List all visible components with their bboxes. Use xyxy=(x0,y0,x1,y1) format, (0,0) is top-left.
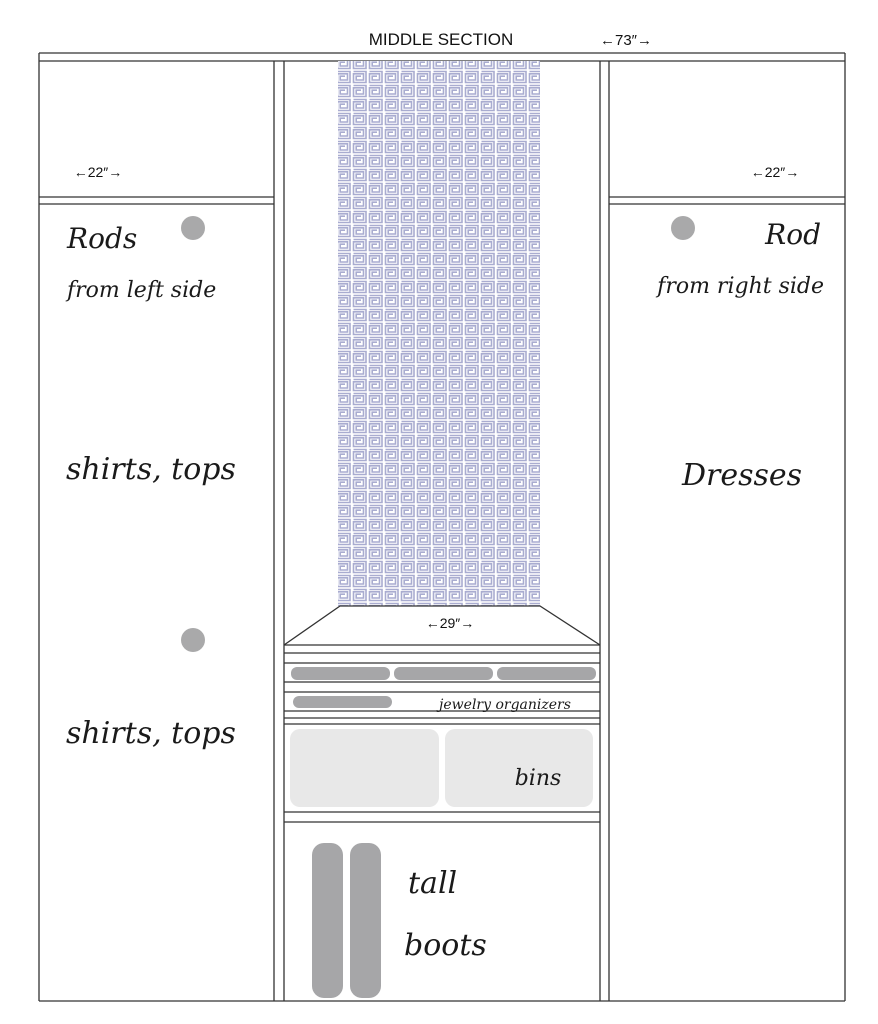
bin xyxy=(290,729,439,807)
jewelry-tray xyxy=(293,696,392,708)
wallpaper-panel xyxy=(338,61,540,606)
rod-icon xyxy=(181,216,205,240)
jewelry-tray xyxy=(497,667,596,680)
right-rod-label: Rod xyxy=(765,218,821,251)
jewelry-tray xyxy=(394,667,493,680)
right-upper-shelf xyxy=(609,197,845,204)
rod-icon xyxy=(671,216,695,240)
tall-boots-label-line2: boots xyxy=(404,928,487,963)
left-rods-sublabel: from left side xyxy=(67,278,217,303)
right-content-label: Dresses xyxy=(681,458,803,493)
right-upper-dimension: ←22″→ xyxy=(750,164,800,180)
left-upper-shelf xyxy=(39,197,274,204)
middle-shelf-dimension: ←29″→ xyxy=(425,615,475,631)
left-upper-dimension: ←22″→ xyxy=(73,164,123,180)
page-title: MIDDLE SECTION xyxy=(368,30,514,49)
bins-label: bins xyxy=(514,766,562,791)
tall-boot xyxy=(312,843,343,998)
left-upper-content-label: shirts, tops xyxy=(66,452,236,487)
left-lower-content-label: shirts, tops xyxy=(66,716,236,751)
left-rods-label: Rods xyxy=(67,222,138,255)
tall-boots-label-line1: tall xyxy=(408,866,458,901)
jewelry-tray xyxy=(291,667,390,680)
right-rod-sublabel: from right side xyxy=(657,274,824,299)
rod-icon xyxy=(181,628,205,652)
tall-boot xyxy=(350,843,381,998)
overall-width-dimension: ←73″→ xyxy=(600,32,652,49)
boot-shelf xyxy=(284,812,600,822)
jewelry-organizers-label: jewelry organizers xyxy=(439,697,571,713)
